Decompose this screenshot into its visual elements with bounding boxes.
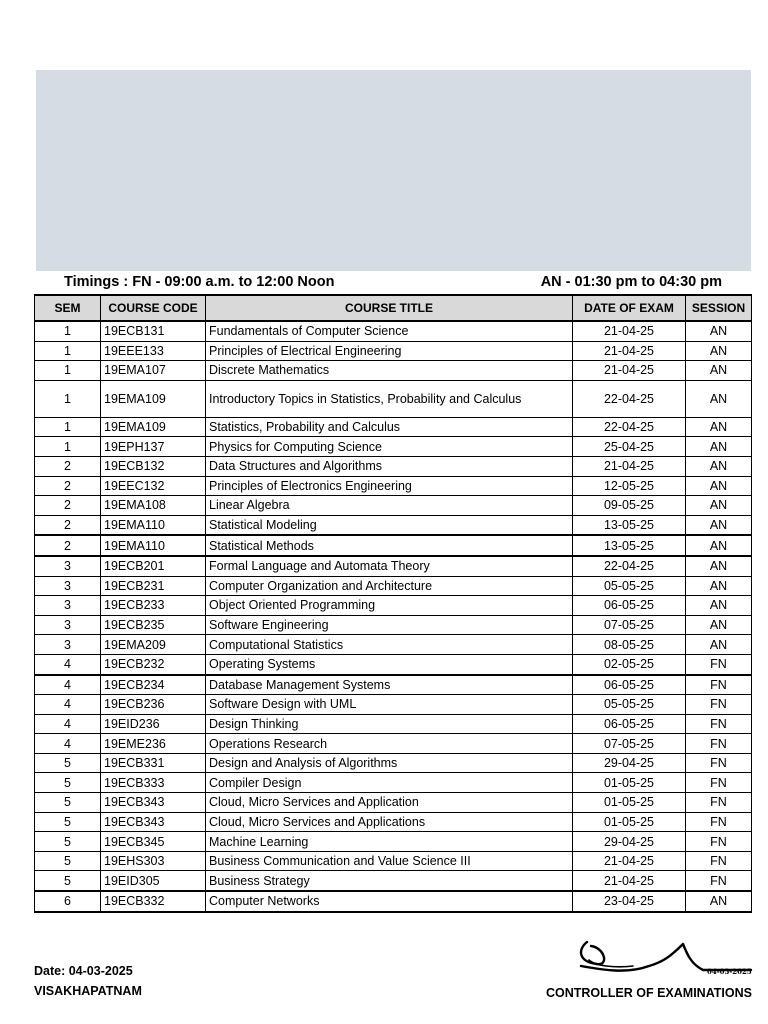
course-code-cell: 19ECB132 (101, 456, 206, 476)
course-title-cell: Discrete Mathematics (206, 361, 573, 381)
sem-cell: 2 (35, 496, 101, 516)
exam-date-cell: 12-05-25 (573, 476, 686, 496)
table-row (35, 515, 752, 535)
exam-date-cell: 05-05-25 (573, 576, 686, 596)
session-cell: AN (686, 615, 752, 635)
course-code-cell: 19EMA109 (101, 380, 206, 417)
sem-cell: 3 (35, 615, 101, 635)
exam-date-cell: 21-04-25 (573, 871, 686, 891)
sem-cell: 1 (35, 361, 101, 381)
sem-cell: 1 (35, 321, 101, 341)
table-row (35, 654, 752, 674)
sem-cell: 5 (35, 832, 101, 852)
session-cell: FN (686, 714, 752, 734)
course-code-cell: 19ECB343 (101, 812, 206, 832)
course-code-cell: 19EMA209 (101, 635, 206, 655)
table-row (35, 596, 752, 616)
table-row (35, 753, 752, 773)
table-row (35, 891, 752, 912)
session-cell: FN (686, 871, 752, 891)
exam-date-cell: 22-04-25 (573, 556, 686, 576)
course-title-cell: Computational Statistics (206, 635, 573, 655)
course-code-cell: 19ECB236 (101, 695, 206, 715)
course-code-cell: 19ECB201 (101, 556, 206, 576)
sem-cell: 5 (35, 773, 101, 793)
exam-date-cell: 25-04-25 (573, 437, 686, 457)
course-code-cell: 19EHS303 (101, 851, 206, 871)
table-row (35, 496, 752, 516)
issue-place: VISAKHAPATNAM (34, 984, 142, 998)
course-title-cell: Introductory Topics in Statistics, Probability and Calculus (206, 380, 573, 417)
course-title-cell: Cloud, Micro Services and Application (206, 793, 573, 813)
session-cell: AN (686, 496, 752, 516)
session-cell: AN (686, 891, 752, 912)
session-cell: AN (686, 596, 752, 616)
signature-image (575, 936, 755, 984)
sem-cell: 5 (35, 871, 101, 891)
table-row (35, 456, 752, 476)
course-title-cell: Business Strategy (206, 871, 573, 891)
course-title-cell: Operating Systems (206, 654, 573, 674)
table-row (35, 615, 752, 635)
course-title-cell: Design Thinking (206, 714, 573, 734)
session-cell: AN (686, 341, 752, 361)
table-row (35, 341, 752, 361)
course-title-cell: Database Management Systems (206, 675, 573, 695)
exam-date-cell: 21-04-25 (573, 851, 686, 871)
course-code-cell: 19EEE133 (101, 341, 206, 361)
course-code-cell: 19ECB345 (101, 832, 206, 852)
exam-date-cell: 07-05-25 (573, 734, 686, 754)
course-code-cell: 19EEC132 (101, 476, 206, 496)
exam-date-cell: 06-05-25 (573, 675, 686, 695)
sem-cell: 5 (35, 793, 101, 813)
course-title-cell: Computer Networks (206, 891, 573, 912)
session-cell: FN (686, 812, 752, 832)
sem-cell: 3 (35, 596, 101, 616)
exam-date-cell: 01-05-25 (573, 773, 686, 793)
session-cell: AN (686, 576, 752, 596)
course-code-cell: 19EMA110 (101, 535, 206, 556)
course-code-cell: 19ECB232 (101, 654, 206, 674)
sem-cell: 2 (35, 456, 101, 476)
course-code-cell: 19ECB234 (101, 675, 206, 695)
session-cell: FN (686, 773, 752, 793)
course-title-cell: Business Communication and Value Science III (206, 851, 573, 871)
table-row (35, 321, 752, 341)
table-row (35, 380, 752, 417)
course-title-cell: Physics for Computing Science (206, 437, 573, 457)
session-cell: AN (686, 437, 752, 457)
sem-cell: 5 (35, 753, 101, 773)
signature-date: 04-03-2025 (707, 967, 752, 976)
exam-date-cell: 07-05-25 (573, 615, 686, 635)
exam-date-cell: 21-04-25 (573, 341, 686, 361)
sem-cell: 5 (35, 851, 101, 871)
an-timings: AN - 01:30 pm to 04:30 pm (540, 274, 722, 290)
sem-cell: 4 (35, 675, 101, 695)
table-row (35, 417, 752, 437)
sem-cell: 2 (35, 476, 101, 496)
course-code-cell: 19ECB332 (101, 891, 206, 912)
table-row (35, 695, 752, 715)
course-title-cell: Principles of Electronics Engineering (206, 476, 573, 496)
exam-date-cell: 13-05-25 (573, 515, 686, 535)
session-cell: AN (686, 456, 752, 476)
course-title-cell: Object Oriented Programming (206, 596, 573, 616)
course-code-cell: 19EMA110 (101, 515, 206, 535)
course-title-cell: Cloud, Micro Services and Applications (206, 812, 573, 832)
exam-date-cell: 21-04-25 (573, 321, 686, 341)
course-title-cell: Software Engineering (206, 615, 573, 635)
session-cell: AN (686, 321, 752, 341)
sem-cell: 6 (35, 891, 101, 912)
table-row (35, 635, 752, 655)
course-title-cell: Operations Research (206, 734, 573, 754)
session-cell: AN (686, 515, 752, 535)
course-title-cell: Principles of Electrical Engineering (206, 341, 573, 361)
session-cell: AN (686, 361, 752, 381)
course-code-cell: 19ECB231 (101, 576, 206, 596)
exam-date-cell: 08-05-25 (573, 635, 686, 655)
session-cell: AN (686, 380, 752, 417)
course-code-cell: 19EMA109 (101, 417, 206, 437)
header-banner-placeholder (36, 70, 751, 271)
course-title-cell: Computer Organization and Architecture (206, 576, 573, 596)
course-code-cell: 19EMA107 (101, 361, 206, 381)
session-cell: AN (686, 476, 752, 496)
sem-cell: 3 (35, 556, 101, 576)
sem-cell: 1 (35, 341, 101, 361)
exam-schedule-table (34, 294, 752, 913)
course-title-cell: Design and Analysis of Algorithms (206, 753, 573, 773)
course-code-cell: 19ECB331 (101, 753, 206, 773)
table-row (35, 437, 752, 457)
course-title-cell: Linear Algebra (206, 496, 573, 516)
controller-title: CONTROLLER OF EXAMINATIONS (545, 986, 752, 1000)
course-code-cell: 19EME236 (101, 734, 206, 754)
course-title-cell: Data Structures and Algorithms (206, 456, 573, 476)
sem-cell: 1 (35, 380, 101, 417)
sem-cell: 4 (35, 734, 101, 754)
course-title-cell: Statistical Methods (206, 535, 573, 556)
table-row (35, 714, 752, 734)
header-course-code: COURSE CODE (101, 295, 206, 321)
session-cell: FN (686, 654, 752, 674)
header-course-title: COURSE TITLE (206, 295, 573, 321)
course-code-cell: 19ECB333 (101, 773, 206, 793)
session-cell: AN (686, 417, 752, 437)
session-cell: AN (686, 535, 752, 556)
exam-date-cell: 06-05-25 (573, 596, 686, 616)
session-cell: FN (686, 695, 752, 715)
session-cell: FN (686, 793, 752, 813)
sem-cell: 1 (35, 437, 101, 457)
session-cell: FN (686, 734, 752, 754)
course-code-cell: 19EID236 (101, 714, 206, 734)
exam-date-cell: 05-05-25 (573, 695, 686, 715)
exam-date-cell: 09-05-25 (573, 496, 686, 516)
session-cell: FN (686, 851, 752, 871)
exam-date-cell: 23-04-25 (573, 891, 686, 912)
table-row (35, 535, 752, 556)
course-code-cell: 19ECB233 (101, 596, 206, 616)
header-session: SESSION (686, 295, 752, 321)
table-row (35, 851, 752, 871)
course-title-cell: Statistics, Probability and Calculus (206, 417, 573, 437)
sem-cell: 4 (35, 654, 101, 674)
header-date-of-exam: DATE OF EXAM (573, 295, 686, 321)
exam-date-cell: 29-04-25 (573, 832, 686, 852)
sem-cell: 4 (35, 714, 101, 734)
exam-date-cell: 01-05-25 (573, 793, 686, 813)
course-title-cell: Machine Learning (206, 832, 573, 852)
course-title-cell: Compiler Design (206, 773, 573, 793)
session-cell: FN (686, 753, 752, 773)
sem-cell: 2 (35, 535, 101, 556)
course-code-cell: 19ECB343 (101, 793, 206, 813)
table-row (35, 734, 752, 754)
exam-date-cell: 02-05-25 (573, 654, 686, 674)
course-code-cell: 19EID305 (101, 871, 206, 891)
exam-date-cell: 22-04-25 (573, 380, 686, 417)
date-block (34, 964, 142, 1004)
table-header-row (35, 295, 752, 321)
sem-cell: 5 (35, 812, 101, 832)
course-title-cell: Formal Language and Automata Theory (206, 556, 573, 576)
sem-cell: 2 (35, 515, 101, 535)
course-code-cell: 19EMA108 (101, 496, 206, 516)
sem-cell: 3 (35, 576, 101, 596)
course-title-cell: Statistical Modeling (206, 515, 573, 535)
course-title-cell: Software Design with UML (206, 695, 573, 715)
exam-date-cell: 21-04-25 (573, 456, 686, 476)
exam-date-cell: 29-04-25 (573, 753, 686, 773)
table-row (35, 812, 752, 832)
sem-cell: 3 (35, 635, 101, 655)
table-row (35, 793, 752, 813)
session-cell: AN (686, 635, 752, 655)
timings-bar (36, 272, 751, 294)
exam-date-cell: 01-05-25 (573, 812, 686, 832)
fn-timings: Timings : FN - 09:00 a.m. to 12:00 Noon (64, 274, 335, 290)
exam-date-cell: 22-04-25 (573, 417, 686, 437)
course-code-cell: 19EPH137 (101, 437, 206, 457)
table-row (35, 361, 752, 381)
table-row (35, 832, 752, 852)
course-title-cell: Fundamentals of Computer Science (206, 321, 573, 341)
exam-date-cell: 21-04-25 (573, 361, 686, 381)
header-sem: SEM (35, 295, 101, 321)
exam-date-cell: 13-05-25 (573, 535, 686, 556)
table-row (35, 556, 752, 576)
course-code-cell: 19ECB235 (101, 615, 206, 635)
exam-date-cell: 06-05-25 (573, 714, 686, 734)
table-row (35, 576, 752, 596)
sem-cell: 1 (35, 417, 101, 437)
table-row (35, 675, 752, 695)
session-cell: FN (686, 832, 752, 852)
table-row (35, 871, 752, 891)
sem-cell: 4 (35, 695, 101, 715)
table-row (35, 476, 752, 496)
table-row (35, 773, 752, 793)
session-cell: AN (686, 556, 752, 576)
session-cell: FN (686, 675, 752, 695)
issue-date: Date: 04-03-2025 (34, 964, 133, 978)
course-code-cell: 19ECB131 (101, 321, 206, 341)
